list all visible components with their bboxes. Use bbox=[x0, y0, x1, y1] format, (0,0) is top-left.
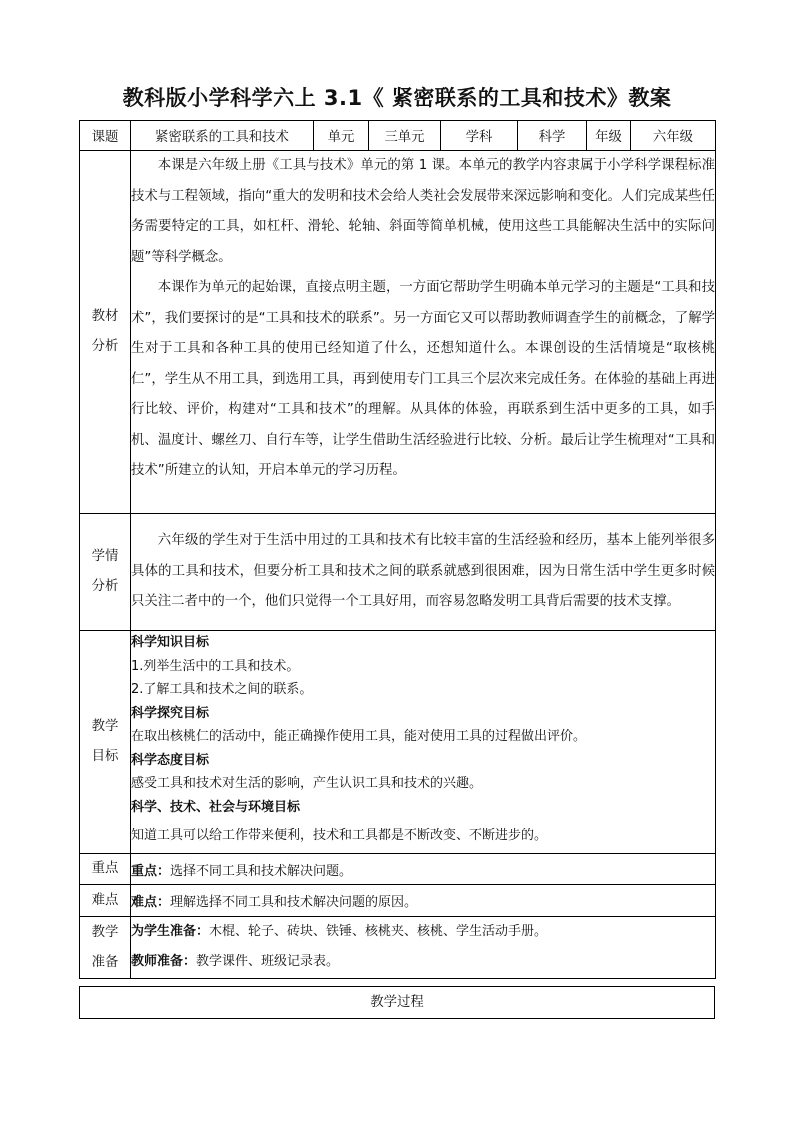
header-row bbox=[80, 121, 716, 151]
unit-label: 单元 bbox=[314, 121, 369, 151]
grade-label: 年级 bbox=[587, 121, 631, 151]
difficulty-prefix: 难点： bbox=[131, 895, 171, 910]
goals-label-line-2: 目标 bbox=[91, 749, 119, 764]
learner-analysis-label bbox=[80, 514, 131, 631]
key-point-label: 重点 bbox=[80, 854, 131, 885]
inquiry-goal-title: 科学探究目标 bbox=[131, 705, 210, 721]
key-point-row bbox=[80, 854, 716, 885]
difficulty-row bbox=[80, 885, 716, 917]
material-paragraph-2: 本课作为单元的起始课，直接点明主题，一方面它帮助学生明确本单元学习的主题是“工具和技术”，我们要探讨的是“工具和技术的联系”。另一方面它又可以帮助教师调查学生的前概念，了解学生对于工具和各种工具的使用已经知道了什么，还想知道什么。本课创设的生活情境是“取核桃仁”，学生从不用工具，到选用工具，再到使用专门工具三个层次来完成任务。在体验的基础上再进行比较、评价，构建对“工具和技术”的理解。从具体的体验，再联系到生活中更多的工具，如手机、温度计、螺丝刀、自行车等，让学生借助生活经验进行比较、分析。最后让学生梳理对“工具和技术”所建立的认知，开启本单元的学习历程。 bbox=[131, 280, 715, 478]
attitude-goal-text: 感受工具和技术对生活的影响，产生认识工具和技术的兴趣。 bbox=[131, 776, 483, 791]
sts-goal-title: 科学、技术、社会与环境目标 bbox=[131, 799, 301, 815]
knowledge-goal-1: 1.列举生活中的工具和技术。 bbox=[131, 658, 300, 674]
key-point-text: 选择不同工具和技术解决问题。 bbox=[170, 863, 353, 879]
material-label-line-2: 分析 bbox=[91, 339, 119, 354]
topic-label: 课题 bbox=[80, 121, 131, 151]
document-title: 教科版小学科学六上 3.1《 紧密联系的工具和技术》教案 bbox=[122, 86, 672, 110]
material-analysis-label bbox=[80, 151, 131, 514]
goals-label-line-1: 教学 bbox=[91, 719, 119, 734]
learner-label-line-2: 分析 bbox=[91, 579, 119, 594]
preparation-row bbox=[80, 917, 716, 979]
key-point-prefix: 重点： bbox=[131, 863, 171, 879]
knowledge-goal-title: 科学知识目标 bbox=[131, 635, 210, 650]
attitude-goal-title: 科学态度目标 bbox=[131, 752, 210, 768]
inquiry-goal-text: 在取出核桃仁的活动中，能正确操作使用工具，能对使用工具的过程做出评价。 bbox=[131, 729, 587, 744]
teaching-goals-row bbox=[80, 631, 716, 854]
preparation-label-line-1: 教学 bbox=[91, 924, 119, 940]
material-label-line-1: 教材 bbox=[91, 309, 119, 324]
teaching-goals-label bbox=[80, 631, 131, 854]
teacher-preparation-text: 教学课件、班级记录表。 bbox=[196, 954, 340, 969]
preparation-label bbox=[80, 917, 131, 979]
learner-analysis-content bbox=[131, 514, 716, 631]
knowledge-goal-2: 2.了解工具和技术之间的联系。 bbox=[131, 682, 313, 697]
difficulty-text: 理解选择不同工具和技术解决问题的原因。 bbox=[170, 895, 418, 910]
learner-paragraph: 六年级的学生对于生活中用过的工具和技术有比较丰富的生活经验和经历，基本上能列举很多具体的工具和技术，但要分析工具和技术之间的联系就感到很困难，因为日常生活中学生更多时候只关注二者中的一个，他们只觉得一个工具好用，而容易忽略发明工具背后需要的技术支撑。 bbox=[131, 533, 715, 610]
sts-goal-text: 知道工具可以给工作带来便利，技术和工具都是不断改变、不断进步的。 bbox=[131, 828, 548, 843]
subject-label: 学科 bbox=[441, 121, 518, 151]
material-analysis-content bbox=[131, 151, 716, 514]
preparation-label-line-2: 准备 bbox=[91, 954, 119, 970]
student-preparation-text: 木棍、轮子、砖块、铁锤、核桃夹、核桃、学生活动手册。 bbox=[209, 924, 548, 939]
unit-value: 三单元 bbox=[369, 121, 441, 151]
key-point-content bbox=[131, 854, 716, 885]
student-preparation bbox=[131, 917, 715, 947]
teaching-goals-content bbox=[131, 631, 716, 854]
material-analysis-row bbox=[80, 151, 716, 514]
material-paragraph-1: 本课是六年级上册《工具与技术》单元的第 1 课。本单元的教学内容隶属于小学科学课程标准技术与工程领域，指向“重大的发明和技术会给人类社会发展带来深远影响和变化。人们完成某些任务需要特定的工具，如杠杆、滑轮、轮轴、斜面等简单机械，使用这些工具能解决生活中的实际问题”等科学概念。 bbox=[131, 158, 715, 265]
student-preparation-prefix: 为学生准备： bbox=[131, 924, 210, 939]
teaching-process-heading: 教学过程 bbox=[79, 986, 715, 1019]
learner-analysis-row bbox=[80, 514, 716, 631]
topic-value: 紧密联系的工具和技术 bbox=[131, 121, 314, 151]
subject-value: 科学 bbox=[518, 121, 587, 151]
preparation-content bbox=[131, 917, 716, 979]
teacher-preparation bbox=[131, 947, 715, 977]
difficulty-label: 难点 bbox=[80, 885, 131, 917]
grade-value: 六年级 bbox=[631, 121, 716, 151]
lesson-plan-table bbox=[79, 120, 716, 979]
difficulty-content bbox=[131, 885, 716, 917]
learner-label-line-1: 学情 bbox=[91, 549, 119, 564]
teacher-preparation-prefix: 教师准备： bbox=[131, 954, 197, 969]
